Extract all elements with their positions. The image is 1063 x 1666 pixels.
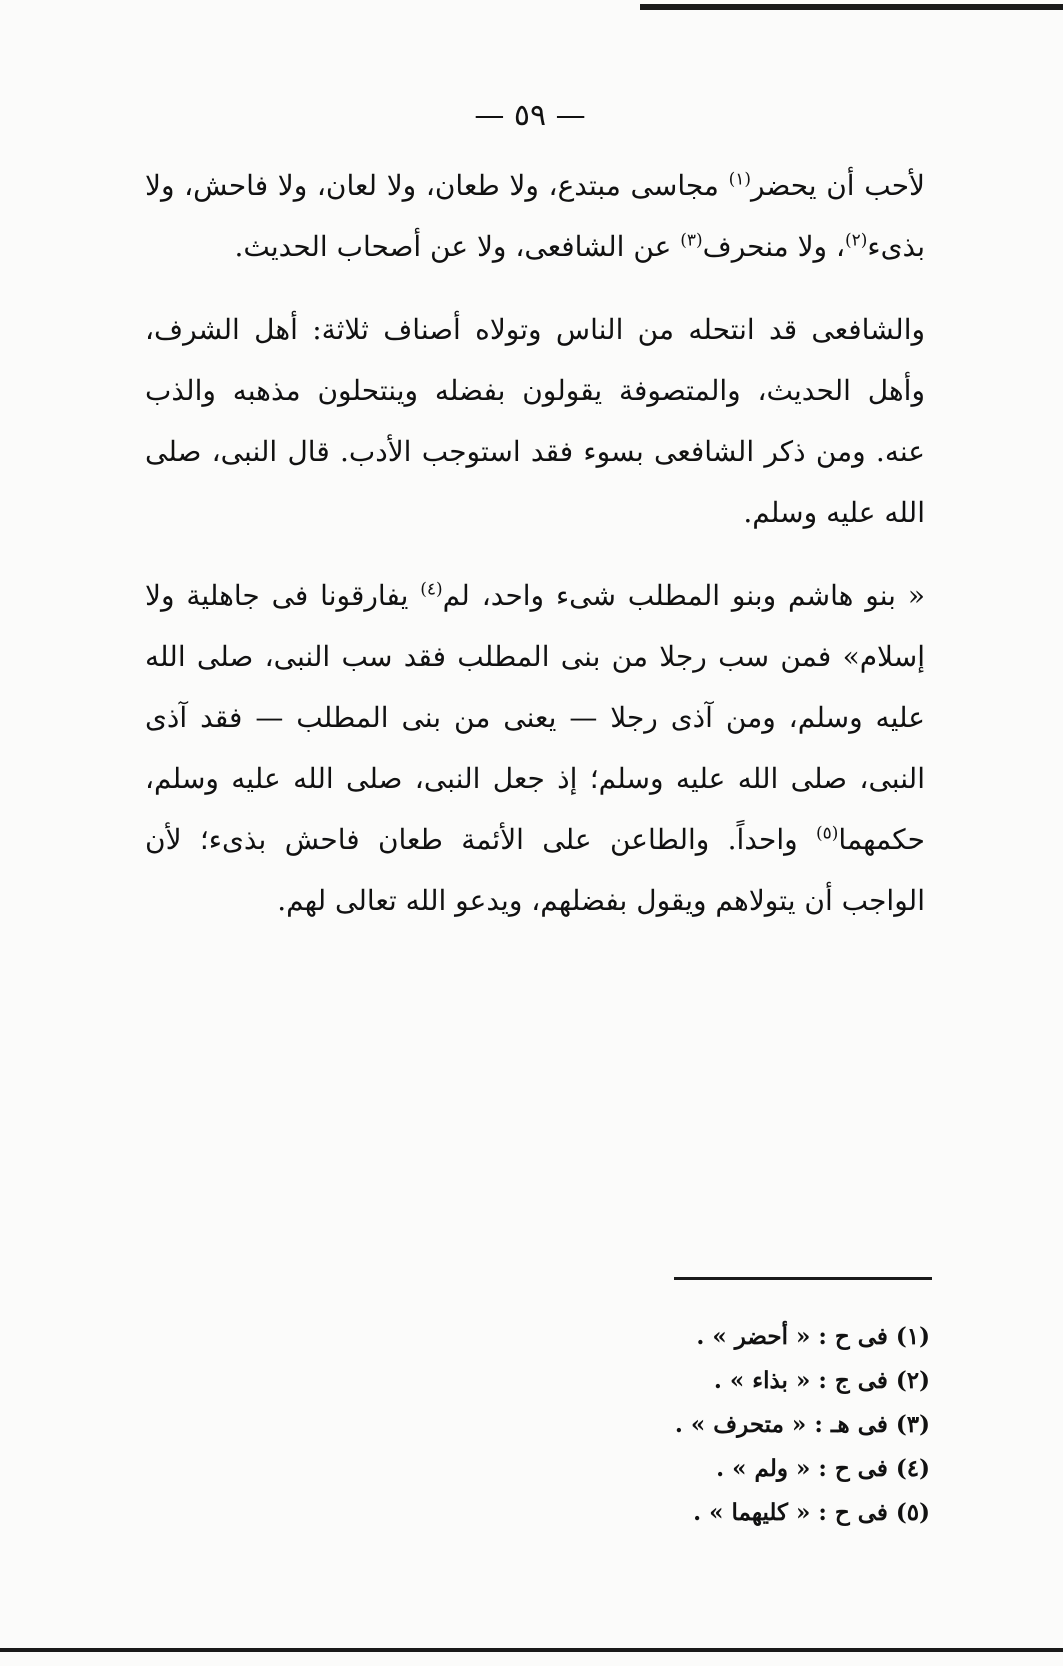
paragraph-1: لأحب أن يحضر$^{(١)}$ مجاسى مبتدع، ولا طعان، ولا لعان، ولا فاحش، ولا بذىء$^{(٢)}$، ولا منحرف$^{(٣)}$ عن الشافعى، ولا عن أصحاب الحديث. <box>145 169 926 263</box>
footnote-1: (١) فى ح : « أحضر » . <box>696 1323 930 1350</box>
bottom-border-rule <box>0 1648 1063 1652</box>
footnote-5: (٥) فى ح : « كليهما » . <box>693 1499 930 1526</box>
footnote-ref-5: (٥) <box>815 823 839 844</box>
main-text <box>145 155 925 931</box>
footnote-4: (٤) فى ح : « ولم » . <box>716 1455 930 1482</box>
footnote-ref-2: (٢) <box>845 230 868 251</box>
paragraph-3: « بنو هاشم وبنو المطلب شىء واحد، لم$^{(٤)}$ يفارقونا فى جاهلية ولا إسلام» فمن سب رجلا من بنى المطلب فقد سب النبى، صلى الله عليه وسلم، ومن آذى رجلا — يعنى من بنى المطلب — فقد آذى النبى، صلى الله عليه وسلم؛ إذ جعل النبى، صلى الله عليه وسلم، حكمهما$^{(٥)}$ واحداً. والطاعن على الأئمة طعان فاحش بذىء؛ لأن الواجب أن يتولاهم ويقول بفضلهم، ويدعو الله تعالى لهم. <box>145 579 925 917</box>
top-border-rule <box>640 4 1063 10</box>
footnote-ref-4: (٤) <box>420 579 443 600</box>
footnote-ref-3: (٣) <box>680 230 703 251</box>
footnote-separator <box>674 1277 932 1280</box>
footnote-3: (٣) فى هـ : « متحرف » . <box>674 1411 930 1438</box>
footnote-ref-1: (١) <box>728 169 751 190</box>
page-number: — ٥٩ — <box>474 98 586 133</box>
footnotes <box>430 1315 930 1535</box>
footnote-2: (٢) فى ج : « بذاء » . <box>713 1367 930 1394</box>
paragraph-2: والشافعى قد انتحله من الناس وتولاه أصناف ثلاثة: أهل الشرف، وأهل الحديث، والمتصوفة يقولون بفضله وينتحلون مذهبه والذب عنه. ومن ذكر الشافعى بسوء فقد استوجب الأدب. قال النبى، صلى الله عليه وسلم. <box>145 313 925 529</box>
